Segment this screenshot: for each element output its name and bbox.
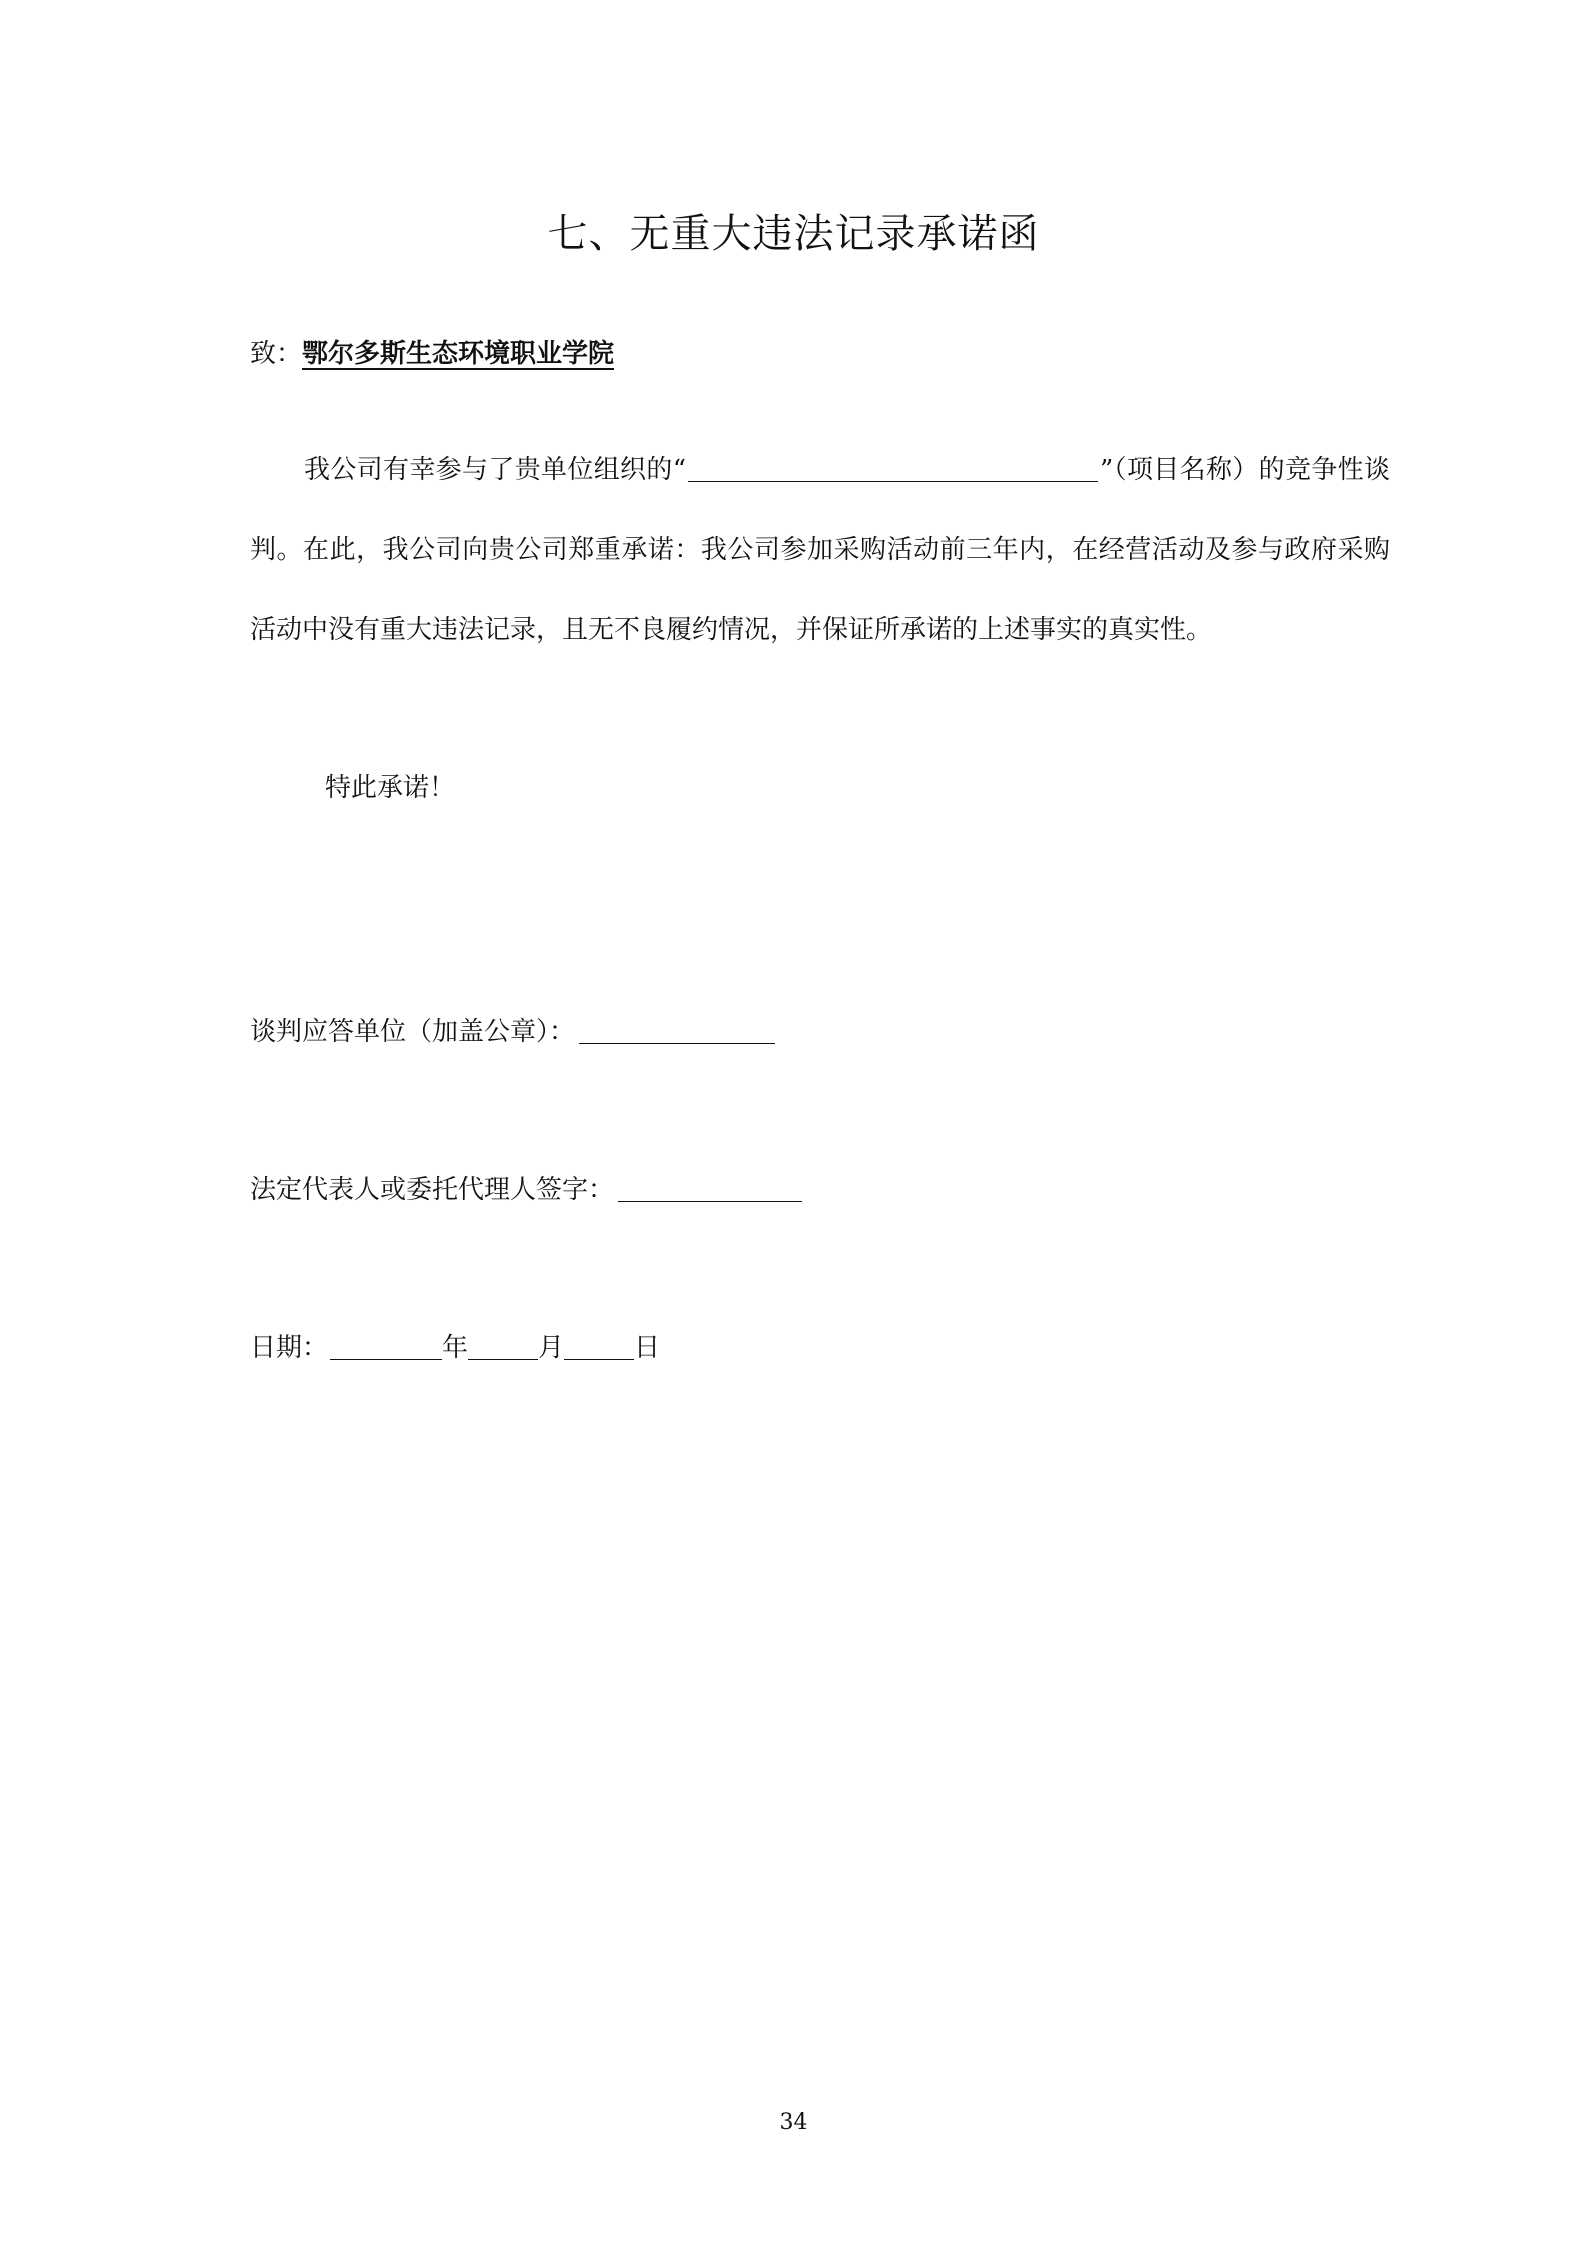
responding-unit-label: 谈判应答单位（加盖公章）： [250, 1017, 576, 1047]
document-title: 七、无重大违法记录承诺函 [547, 211, 1040, 257]
date-label: 日期： [250, 1333, 329, 1363]
year-blank [330, 1329, 442, 1360]
representative-signature-blank [618, 1171, 802, 1202]
body-text-part1: 我公司有幸参与了贵单位组织的“ [304, 455, 686, 485]
day-label: 日 [634, 1333, 661, 1363]
recipient-prefix: 致： [250, 339, 303, 369]
recipient-line [250, 334, 614, 374]
body-text-part2: ”（项目名称）的竞争性谈判。在此，我公司向贵公司郑重承诺：我公司参加采购活动前三年内，在经营活动及参与政府采购活动中没有重大违法记录，且无不良履约情况，并保证所承诺的上述事实的真实性。 [250, 455, 1390, 645]
responding-unit-line [250, 1012, 775, 1052]
date-line [250, 1328, 660, 1368]
year-label: 年 [442, 1333, 469, 1363]
month-label: 月 [538, 1333, 565, 1363]
closing-statement: 特此承诺！ [325, 773, 456, 803]
responding-unit-blank [579, 1013, 775, 1044]
representative-label: 法定代表人或委托代理人签字： [250, 1175, 615, 1205]
recipient-org: 鄂尔多斯生态环境职业学院 [302, 339, 615, 369]
month-blank [468, 1329, 538, 1360]
commitment-paragraph [250, 430, 1390, 670]
project-name-blank [688, 451, 1098, 482]
page-number: 34 [779, 2110, 808, 2135]
day-blank [564, 1329, 634, 1360]
representative-signature-line [250, 1170, 802, 1210]
